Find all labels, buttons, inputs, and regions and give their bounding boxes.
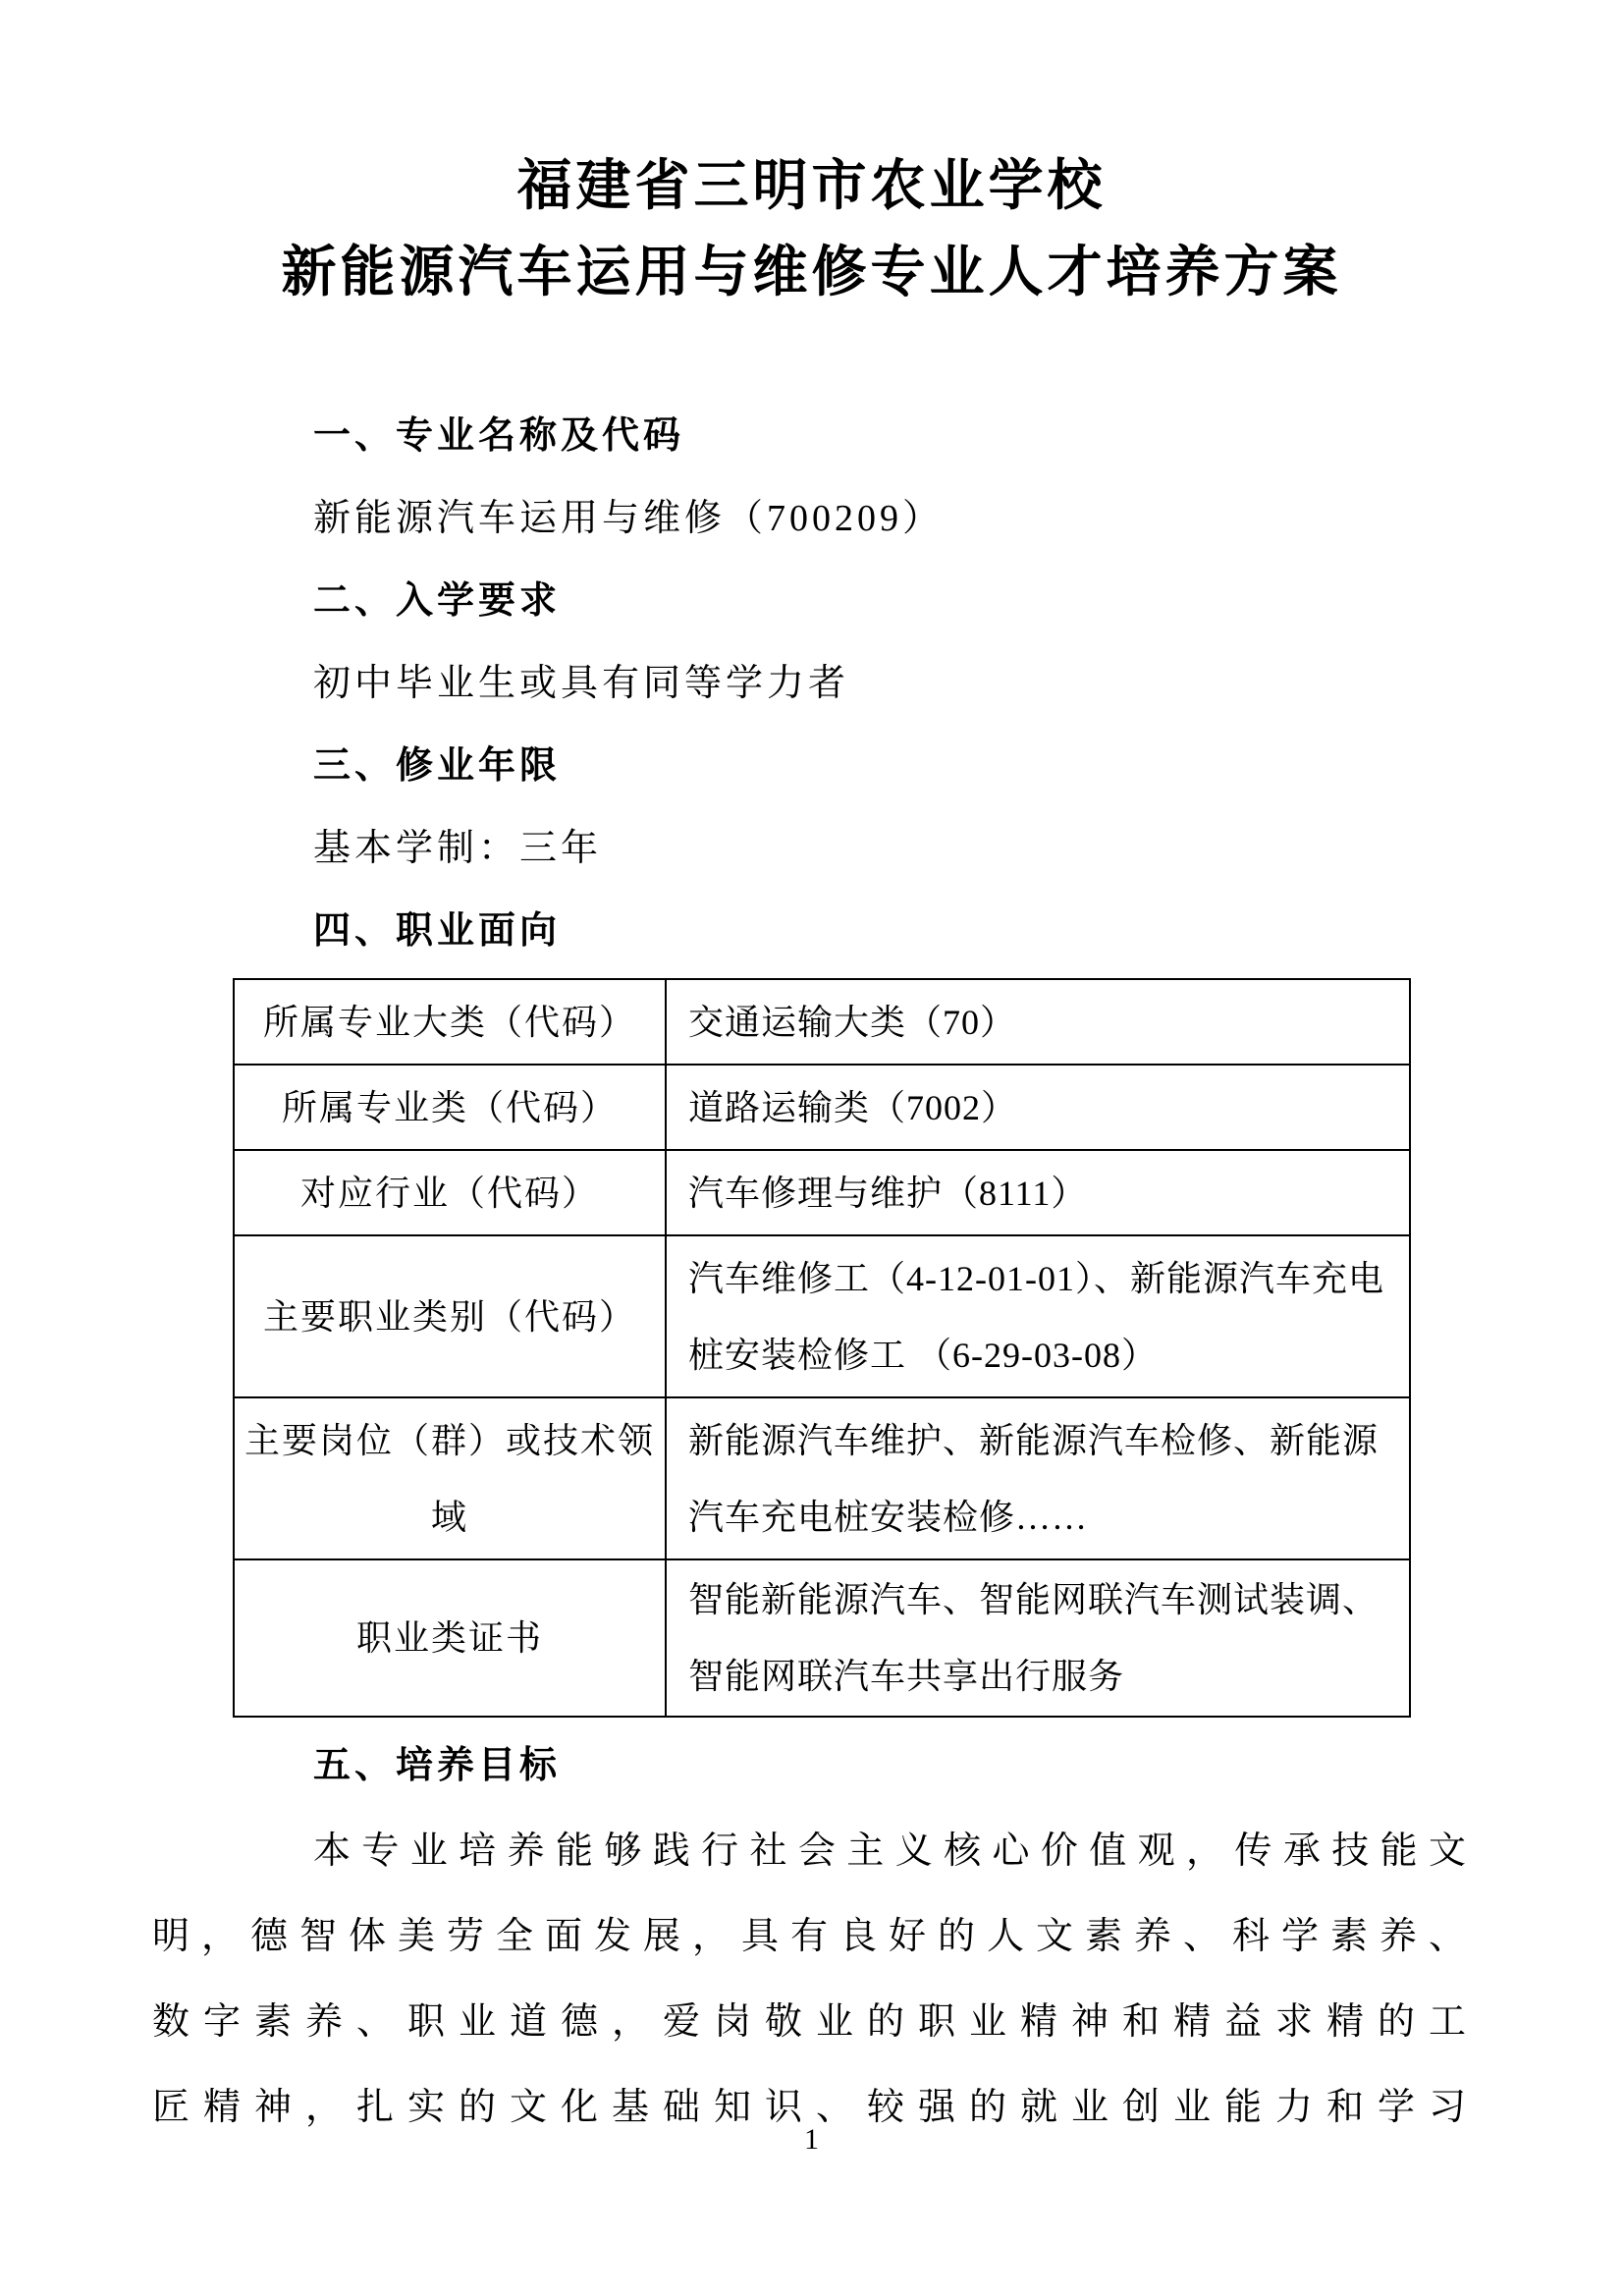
paragraph-line: 数字素养、职业道德，爱岗敬业的职业精神和精益求精的工 bbox=[152, 2001, 1468, 2043]
table-row bbox=[234, 1397, 1410, 1559]
document-title-line-2: 新能源汽车运用与维修专业人才培养方案 bbox=[281, 243, 1342, 303]
row-label-cell: 所属专业大类（代码） bbox=[234, 979, 666, 1065]
paragraph-line: 匠精神，扎实的文化基础知识、较强的就业创业能力和学习 bbox=[152, 2087, 1468, 2128]
paragraph-line: 本专业培养能够践行社会主义核心价值观，传承技能文 bbox=[313, 1831, 1468, 1872]
table-row bbox=[234, 979, 1410, 1065]
row-value-cell: 汽车维修工（4-12-01-01）、新能源汽车充电桩安装检修工 （6-29-03-08） bbox=[666, 1235, 1410, 1397]
row-value-cell: 交通运输大类（70） bbox=[666, 979, 1410, 1065]
section-2-heading: 二、入学要求 bbox=[313, 580, 562, 622]
document-title-line-1: 福建省三明市农业学校 bbox=[516, 156, 1107, 217]
page-number: 1 bbox=[804, 2123, 819, 2156]
section-1-heading: 一、专业名称及代码 bbox=[313, 415, 685, 457]
section-2-body: 初中毕业生或具有同等学力者 bbox=[313, 663, 850, 704]
row-value-cell: 智能新能源汽车、智能网联汽车测试装调、智能网联汽车共享出行服务 bbox=[666, 1559, 1410, 1717]
row-value-cell: 新能源汽车维护、新能源汽车检修、新能源汽车充电桩安装检修…… bbox=[666, 1397, 1410, 1559]
row-label-cell: 职业类证书 bbox=[234, 1559, 666, 1717]
row-value-cell: 汽车修理与维护（8111） bbox=[666, 1150, 1410, 1235]
section-3-heading: 三、修业年限 bbox=[313, 745, 562, 787]
table-row bbox=[234, 1559, 1410, 1717]
table-row bbox=[234, 1235, 1410, 1397]
section-4-heading: 四、职业面向 bbox=[313, 910, 562, 952]
table-row bbox=[234, 1065, 1410, 1150]
training-objective-paragraph bbox=[152, 1809, 1468, 2151]
row-label-cell: 对应行业（代码） bbox=[234, 1150, 666, 1235]
numbered-sections bbox=[152, 395, 1468, 972]
career-orientation-table bbox=[233, 978, 1411, 1718]
document-body bbox=[152, 395, 1468, 2151]
section-1-body: 新能源汽车运用与维修（700209） bbox=[313, 498, 945, 539]
row-label-cell: 主要岗位（群）或技术领域 bbox=[234, 1397, 666, 1559]
row-label-cell: 主要职业类别（代码） bbox=[234, 1235, 666, 1397]
document-title bbox=[0, 0, 1623, 316]
table-row bbox=[234, 1150, 1410, 1235]
section-3-body: 基本学制：三年 bbox=[313, 828, 603, 869]
row-value-cell: 道路运输类（7002） bbox=[666, 1065, 1410, 1150]
paragraph-line: 明，德智体美劳全面发展，具有良好的人文素养、科学素养、 bbox=[152, 1916, 1468, 1957]
row-label-cell: 所属专业类（代码） bbox=[234, 1065, 666, 1150]
section-5-heading: 五、培养目标 bbox=[313, 1745, 562, 1786]
